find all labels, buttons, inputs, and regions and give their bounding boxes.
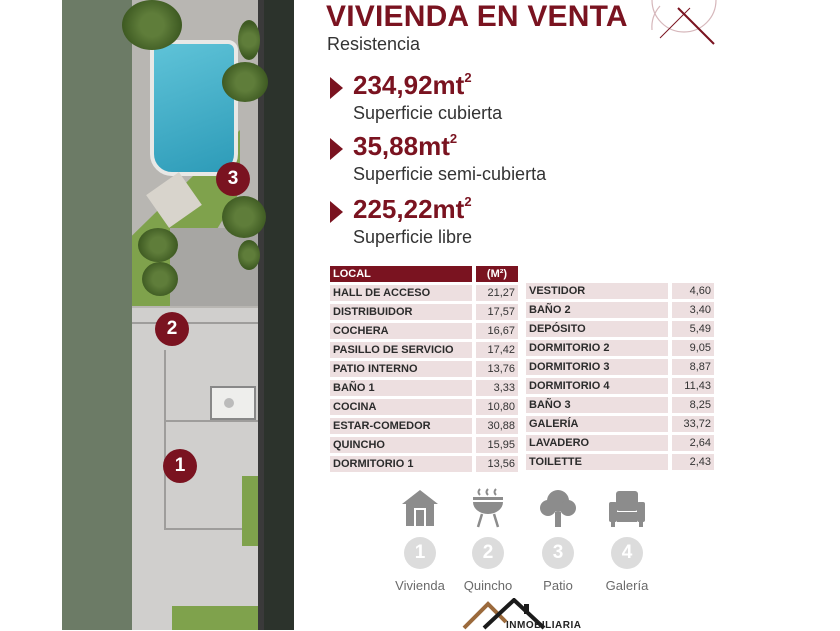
skylight	[210, 386, 256, 420]
room-name: TOILETTE	[526, 454, 668, 470]
swimming-pool	[150, 40, 238, 176]
room-name: ESTAR-COMEDOR	[330, 418, 472, 434]
area-label: Superficie semi-cubierta	[353, 164, 547, 184]
room-area: 2,64	[672, 435, 714, 451]
palm-tree	[222, 62, 268, 102]
rooms-table-left	[330, 266, 520, 476]
room-name: DORMITORIO 1	[330, 456, 472, 472]
roof-edge	[132, 322, 258, 324]
armchair-icon	[607, 488, 647, 528]
room-name: PASILLO DE SERVICIO	[330, 342, 472, 358]
shrub	[238, 20, 260, 60]
legend-item-galeria	[592, 488, 662, 593]
shrub	[142, 262, 178, 296]
legend-number: 4	[611, 537, 643, 569]
room-area: 33,72	[672, 416, 714, 432]
room-area: 21,27	[476, 285, 518, 301]
legend-item-patio	[523, 488, 593, 593]
triangle-bullet-icon	[330, 77, 343, 99]
room-name: COCINA	[330, 399, 472, 415]
room-name: HALL DE ACCESO	[330, 285, 472, 301]
room-area: 5,49	[672, 321, 714, 337]
header-m2: (M²)	[476, 266, 518, 282]
page-title: VIVIENDA EN VENTA	[326, 0, 628, 33]
area-value: $35,88mt^2$	[353, 131, 458, 161]
room-name: DORMITORIO 4	[526, 378, 668, 394]
planter	[242, 476, 258, 546]
legend-number: 3	[542, 537, 574, 569]
room-name: VESTIDOR	[526, 283, 668, 299]
room-area: 8,87	[672, 359, 714, 375]
room-area: 30,88	[476, 418, 518, 434]
rooms-table-right	[526, 283, 718, 473]
room-name: DORMITORIO 3	[526, 359, 668, 375]
legend-label: Quincho	[463, 578, 513, 593]
area-label: Superficie cubierta	[353, 103, 503, 123]
room-name: COCHERA	[330, 323, 472, 339]
room-name: QUINCHO	[330, 437, 472, 453]
palm-tree	[122, 0, 182, 50]
room-name: LAVADERO	[526, 435, 668, 451]
legend-label: Vivienda	[395, 578, 445, 593]
room-area: 17,57	[476, 304, 518, 320]
grill-icon	[468, 488, 508, 528]
shrub	[138, 228, 178, 262]
room-name: BAÑO 1	[330, 380, 472, 396]
room-area: 17,42	[476, 342, 518, 358]
room-name: DISTRIBUIDOR	[330, 304, 472, 320]
area-value: $225,22mt^2$	[353, 194, 472, 224]
room-name: GALERÍA	[526, 416, 668, 432]
location-subtitle: Resistencia	[327, 34, 421, 54]
room-area: 8,25	[672, 397, 714, 413]
palm-tree	[222, 196, 266, 238]
legend-item-quincho	[453, 488, 523, 593]
room-area: 3,33	[476, 380, 518, 396]
room-area: 16,67	[476, 323, 518, 339]
legend-item-vivienda	[385, 488, 455, 593]
room-name: PATIO INTERNO	[330, 361, 472, 377]
room-area: 11,43	[672, 378, 714, 394]
area-label: Superficie libre	[353, 227, 473, 247]
brand-name: INMOBILIARIA	[506, 620, 582, 631]
plan-marker-2: 2	[155, 312, 189, 346]
room-name: DORMITORIO 2	[526, 340, 668, 356]
legend-label: Patio	[543, 578, 573, 593]
neighbor-strip	[264, 0, 294, 630]
legend-number: 1	[404, 537, 436, 569]
house-icon	[400, 488, 440, 528]
room-area: 15,95	[476, 437, 518, 453]
area-value: $234,92mt^2$	[353, 70, 472, 100]
legend-label: Galería	[605, 578, 649, 593]
compass-logo-icon	[650, 0, 720, 46]
room-name: DEPÓSITO	[526, 321, 668, 337]
plan-marker-3: 3	[216, 162, 250, 196]
legend-number: 2	[472, 537, 504, 569]
plan-marker-1: 1	[163, 449, 197, 483]
room-area: 4,60	[672, 283, 714, 299]
room-area: 3,40	[672, 302, 714, 318]
room-area: 13,56	[476, 456, 518, 472]
roof-edge	[164, 350, 166, 530]
room-name: BAÑO 3	[526, 397, 668, 413]
aerial-site-plan	[62, 0, 294, 630]
header-local: LOCAL	[330, 266, 472, 282]
front-garden	[172, 606, 258, 630]
room-name: BAÑO 2	[526, 302, 668, 318]
room-area: 13,76	[476, 361, 518, 377]
room-area: 9,05	[672, 340, 714, 356]
roof-edge	[164, 420, 258, 422]
tree-icon	[538, 488, 578, 528]
room-area: 10,80	[476, 399, 518, 415]
room-area: 2,43	[672, 454, 714, 470]
triangle-bullet-icon	[330, 138, 343, 160]
shrub	[238, 240, 260, 270]
triangle-bullet-icon	[330, 201, 343, 223]
